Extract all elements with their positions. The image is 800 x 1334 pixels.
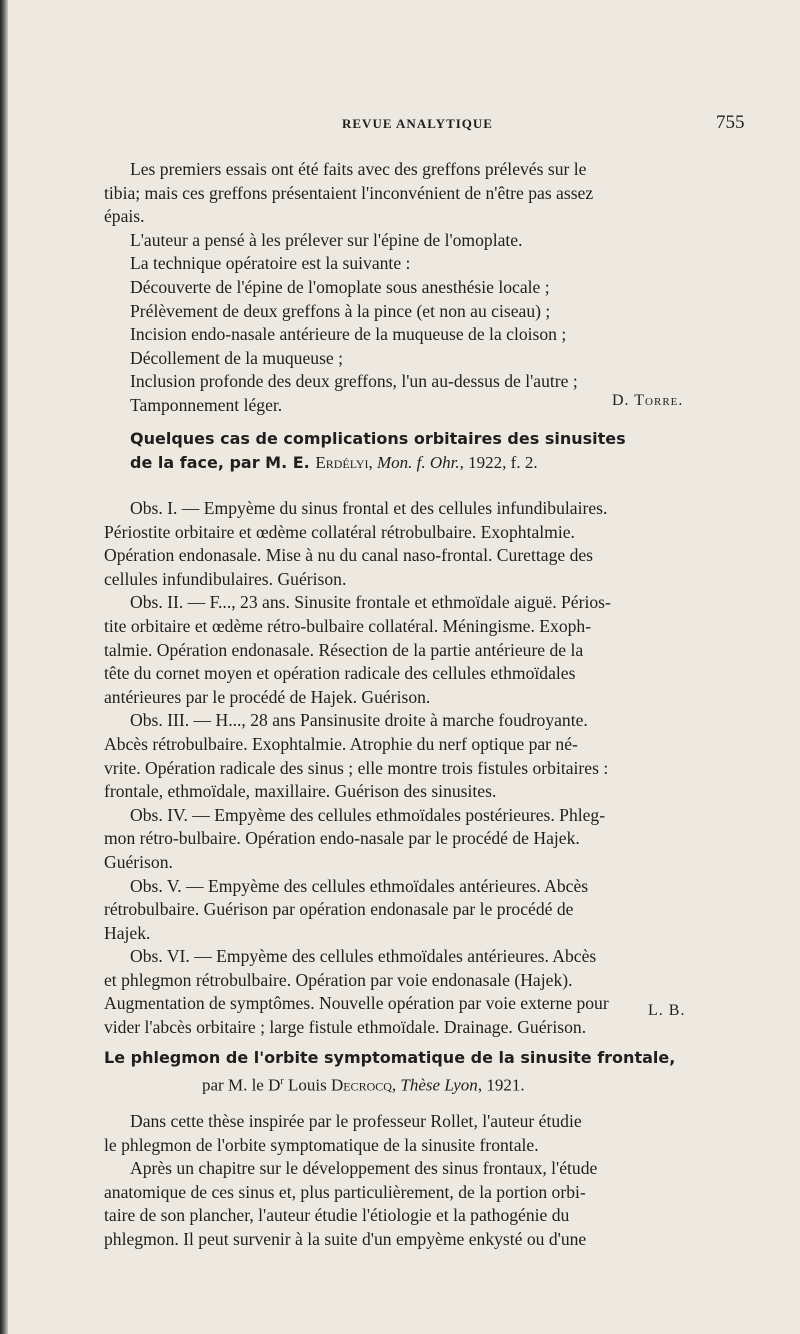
journal-name: Thèse Lyon <box>400 1075 478 1095</box>
signature-torre: D. Torre. <box>612 392 684 409</box>
page-binding-edge <box>0 0 8 1334</box>
text-line: L'auteur a pensé à les prélever sur l'épine de l'omoplate. <box>130 229 523 250</box>
section-3-heading <box>104 1046 752 1094</box>
text-line: phlegmon. Il peut survenir à la suite d'un empyème enkysté ou d'une <box>104 1228 587 1249</box>
author-name: Decrocq <box>330 1075 392 1095</box>
section-title-text: Quelques cas de complications orbitaires des sinusites <box>130 429 626 448</box>
text-line: rétrobulbaire. Guérison par opération endonasale par le procédé de <box>104 899 574 920</box>
text-line: cellules infundibulaires. Guérison. <box>104 568 347 589</box>
text-line: le phlegmon de l'orbite symptomatique de la sinusite frontale. <box>104 1134 539 1155</box>
text-line: Décollement de la muqueuse ; <box>130 347 344 368</box>
section-2-heading <box>130 427 778 475</box>
page-header <box>0 112 800 138</box>
text-line: vider l'abcès orbitaire ; large fistule ethmoïdale. Drainage. Guérison. <box>104 1017 587 1038</box>
author-name: Erdélyi <box>315 453 369 472</box>
running-head: REVUE ANALYTIQUE <box>342 116 493 131</box>
subtitle-name: Louis <box>283 1075 331 1095</box>
page-number: 755 <box>716 112 745 133</box>
text-line: taire de son plancher, l'auteur étudie l'étiologie et la pathogénie du <box>104 1205 570 1226</box>
text-line: Périostite orbitaire et œdème collatéral rétrobulbaire. Exophtalmie. <box>104 521 575 542</box>
text-line: Opération endonasale. Mise à nu du canal naso-frontal. Curettage des <box>104 545 594 566</box>
text-line: Inclusion profonde des deux greffons, l'un au-dessus de l'autre ; <box>130 371 578 392</box>
section-2-text <box>104 497 752 1040</box>
section-title-text: Le phlegmon de l'orbite symptomatique de la sinusite frontale, <box>104 1048 676 1067</box>
text-line: Obs. V. — Empyème des cellules ethmoïdales antérieures. Abcès <box>130 875 589 896</box>
text-line: Après un chapitre sur le développement des sinus frontaux, l'étude <box>130 1158 598 1179</box>
text-line: vrite. Opération radicale des sinus ; elle montre trois fistules orbitaires : <box>104 757 609 778</box>
text-line: tête du cornet moyen et opération radicale des cellules ethmoïdales <box>104 663 576 684</box>
section-subtitle: par M. le $D^r$ Louis Decrocq, Thèse Lyon, 1921. <box>202 1075 525 1095</box>
citation: , 1922, f. 2. <box>459 453 538 472</box>
text-line: Incision endo-nasale antérieure de la muqueuse de la cloison ; <box>130 324 567 345</box>
text-line: Les premiers essais ont été faits avec des greffons prélevés sur le <box>130 159 587 179</box>
text-line: Hajek. <box>104 922 151 943</box>
text-line: Obs. VI. — Empyème des cellules ethmoïdales antérieures. Abcès <box>130 946 597 967</box>
section-title <box>104 1046 752 1070</box>
text-line: Prélèvement de deux greffons à la pince (et non au ciseau) ; <box>130 300 551 321</box>
text-line: et phlegmon rétrobulbaire. Opération par voie endonasale (Hajek). <box>104 969 573 990</box>
text-line: Obs. III. — H..., 28 ans Pansinusite droite à marche foudroyante. <box>130 710 588 731</box>
text-line: frontale, ethmoïdale, maxillaire. Guérison des sinusites. <box>104 781 497 802</box>
text-line: talmie. Opération endonasale. Résection de la partie antérieure de la <box>104 639 584 660</box>
subtitle-prefix: par M. le D <box>202 1075 281 1095</box>
text-line: Obs. IV. — Empyème des cellules ethmoïdales postérieures. Phleg- <box>130 804 606 825</box>
text-line: Obs. II. — F..., 23 ans. Sinusite frontale et ethmoïdale aiguë. Périos- <box>130 592 611 613</box>
text-line: mon rétro-bulbaire. Opération endo-nasale par le procédé de Hajek. <box>104 828 580 849</box>
signature-lb: L. B. <box>648 1002 686 1019</box>
text-line: La technique opératoire est la suivante : <box>130 253 411 274</box>
text-line: Tamponnement léger. <box>130 394 283 415</box>
text-line: anatomique de ces sinus et, plus particulièrement, de la portion orbi- <box>104 1181 586 1202</box>
citation: , 1921. <box>477 1075 525 1095</box>
text-line: Obs. I. — Empyème du sinus frontal et des cellules infundibulaires. <box>130 498 608 518</box>
section-title <box>130 427 778 451</box>
text-line: épais. <box>104 206 145 227</box>
text-line: tibia; mais ces greffons présentaient l'inconvénient de n'être pas assez <box>104 182 594 203</box>
text-line: Guérison. <box>104 851 173 872</box>
text-line: Abcès rétrobulbaire. Exophtalmie. Atrophie du nerf optique par né- <box>104 733 578 754</box>
superscript: r <box>280 1076 284 1087</box>
journal-name: Mon. f. Ohr. <box>377 453 460 472</box>
text-line: antérieures par le procédé de Hajek. Guérison. <box>104 686 431 707</box>
section-subtitle: de la face, par M. E. Erdélyi, Mon. f. Ohr., 1922, f. 2. <box>130 453 538 472</box>
text-line: Augmentation de symptômes. Nouvelle opération par voie externe pour <box>104 993 609 1014</box>
section-1-text <box>104 158 752 418</box>
text-line: tite orbitaire et œdème rétro-bulbaire collatéral. Méningisme. Exoph- <box>104 615 592 636</box>
text-line: Dans cette thèse inspirée par le professeur Rollet, l'auteur étudie <box>130 1111 582 1131</box>
text-line: Découverte de l'épine de l'omoplate sous anesthésie locale ; <box>130 276 550 297</box>
section-3-text <box>104 1110 752 1252</box>
subtitle-prefix: de la face, par M. E. <box>130 453 316 472</box>
